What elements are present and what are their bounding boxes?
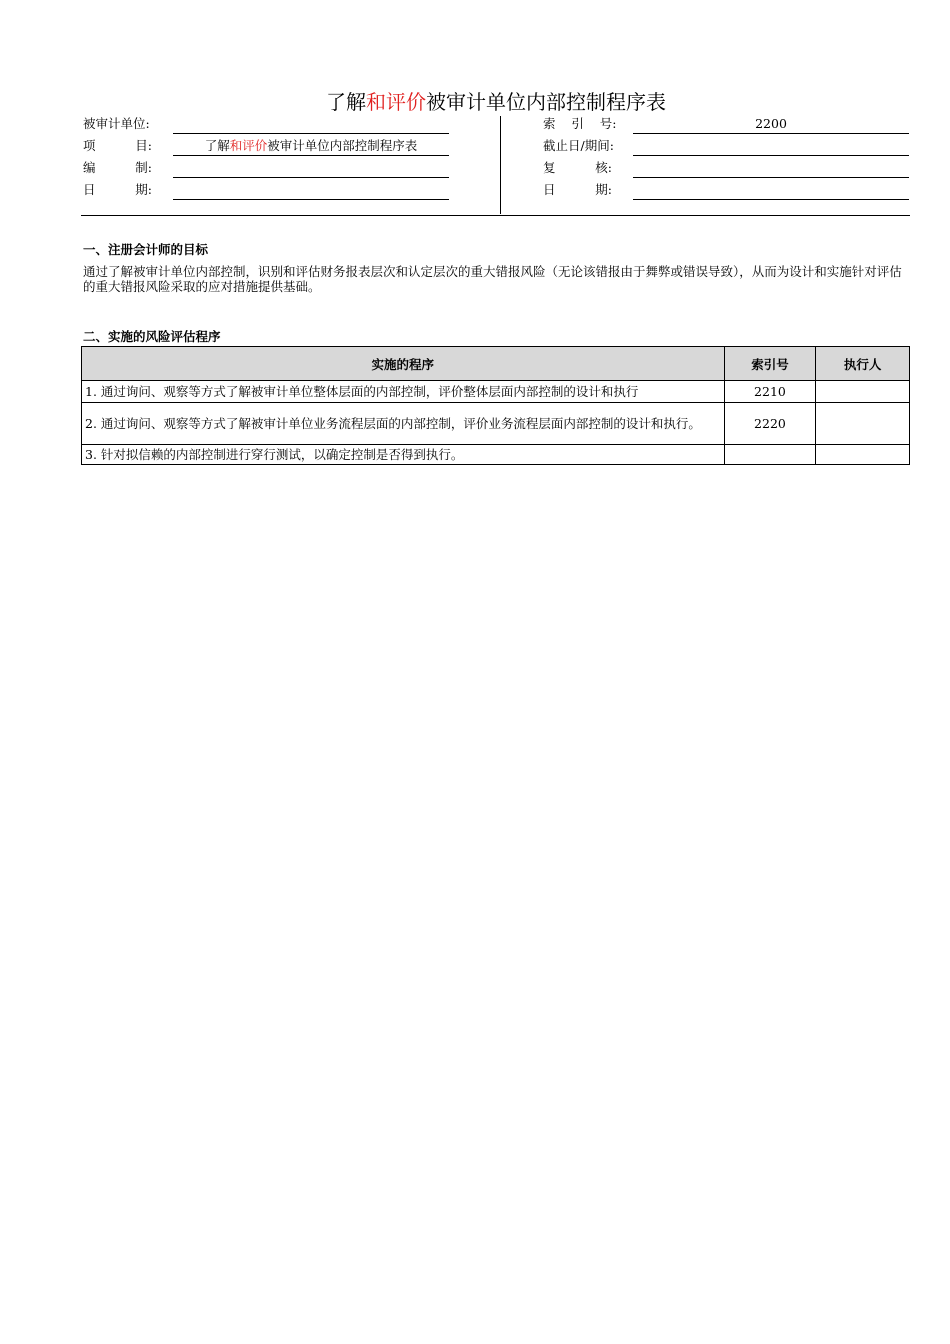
project-value-part-3: 被审计单位内部控制程序表 xyxy=(267,138,418,153)
preparer-label: 编 制: xyxy=(83,160,152,175)
project-label: 项 目: xyxy=(83,138,152,153)
page-title xyxy=(0,86,950,115)
executor-cell[interactable] xyxy=(816,445,910,465)
title-part-3: 被审计单位内部控制程序表 xyxy=(426,90,666,114)
section-procedures-heading: 二、实施的风险评估程序 xyxy=(83,329,221,344)
procedure-cell[interactable]: 1. 通过询问、观察等方式了解被审计单位整体层面的内部控制，评价整体层面内部控制的设计和执行 xyxy=(82,381,725,403)
auditee-underline xyxy=(173,133,449,134)
column-header-index: 索引号 xyxy=(724,347,816,381)
index-cell[interactable]: 2220 xyxy=(724,403,816,445)
table-header-row xyxy=(82,347,910,381)
column-header-executor: 执行人 xyxy=(816,347,910,381)
table-row xyxy=(82,381,910,403)
index-cell[interactable]: 2210 xyxy=(724,381,816,403)
table-row xyxy=(82,403,910,445)
column-header-procedure: 实施的程序 xyxy=(82,347,725,381)
project-value[interactable] xyxy=(173,138,449,154)
date-left-label: 日 期: xyxy=(83,182,152,197)
title-part-2-highlight: 和评价 xyxy=(366,90,426,114)
index-no-underline xyxy=(633,133,909,134)
procedures-table xyxy=(81,346,910,465)
index-no-value[interactable]: 2200 xyxy=(755,116,787,131)
period-underline xyxy=(633,155,909,156)
table-row xyxy=(82,445,910,465)
index-cell[interactable] xyxy=(724,445,816,465)
procedure-cell[interactable]: 3. 针对拟信赖的内部控制进行穿行测试，以确定控制是否得到执行。 xyxy=(82,445,725,465)
period-label: 截止日/期间: xyxy=(543,138,614,153)
executor-cell[interactable] xyxy=(816,403,910,445)
executor-cell[interactable] xyxy=(816,381,910,403)
title-part-1: 了解 xyxy=(326,90,366,114)
project-value-part-1: 了解 xyxy=(204,138,230,153)
section-objective-heading: 一、注册会计师的目标 xyxy=(83,242,209,257)
date-right-underline xyxy=(633,199,909,200)
date-left-underline xyxy=(173,199,449,200)
section-objective-text: 通过了解被审计单位内部控制，识别和评估财务报表层次和认定层次的重大错报风险（无论该错报由于舞弊或错误导致），从而为设计和实施针对评估的重大错报风险采取的应对措施提供基础。 xyxy=(83,264,902,294)
auditee-label: 被审计单位: xyxy=(83,116,150,131)
index-no-label: 索 引 号: xyxy=(543,116,617,131)
project-underline xyxy=(173,155,449,156)
procedure-cell[interactable]: 2. 通过询问、观察等方式了解被审计单位业务流程层面的内部控制，评价业务流程层面内部控制的设计和执行。 xyxy=(82,403,725,445)
reviewer-label: 复 核: xyxy=(543,160,612,175)
preparer-underline xyxy=(173,177,449,178)
reviewer-underline xyxy=(633,177,909,178)
date-right-label: 日 期: xyxy=(543,182,612,197)
header-divider xyxy=(500,116,501,214)
project-value-part-2: 和评价 xyxy=(229,138,268,153)
